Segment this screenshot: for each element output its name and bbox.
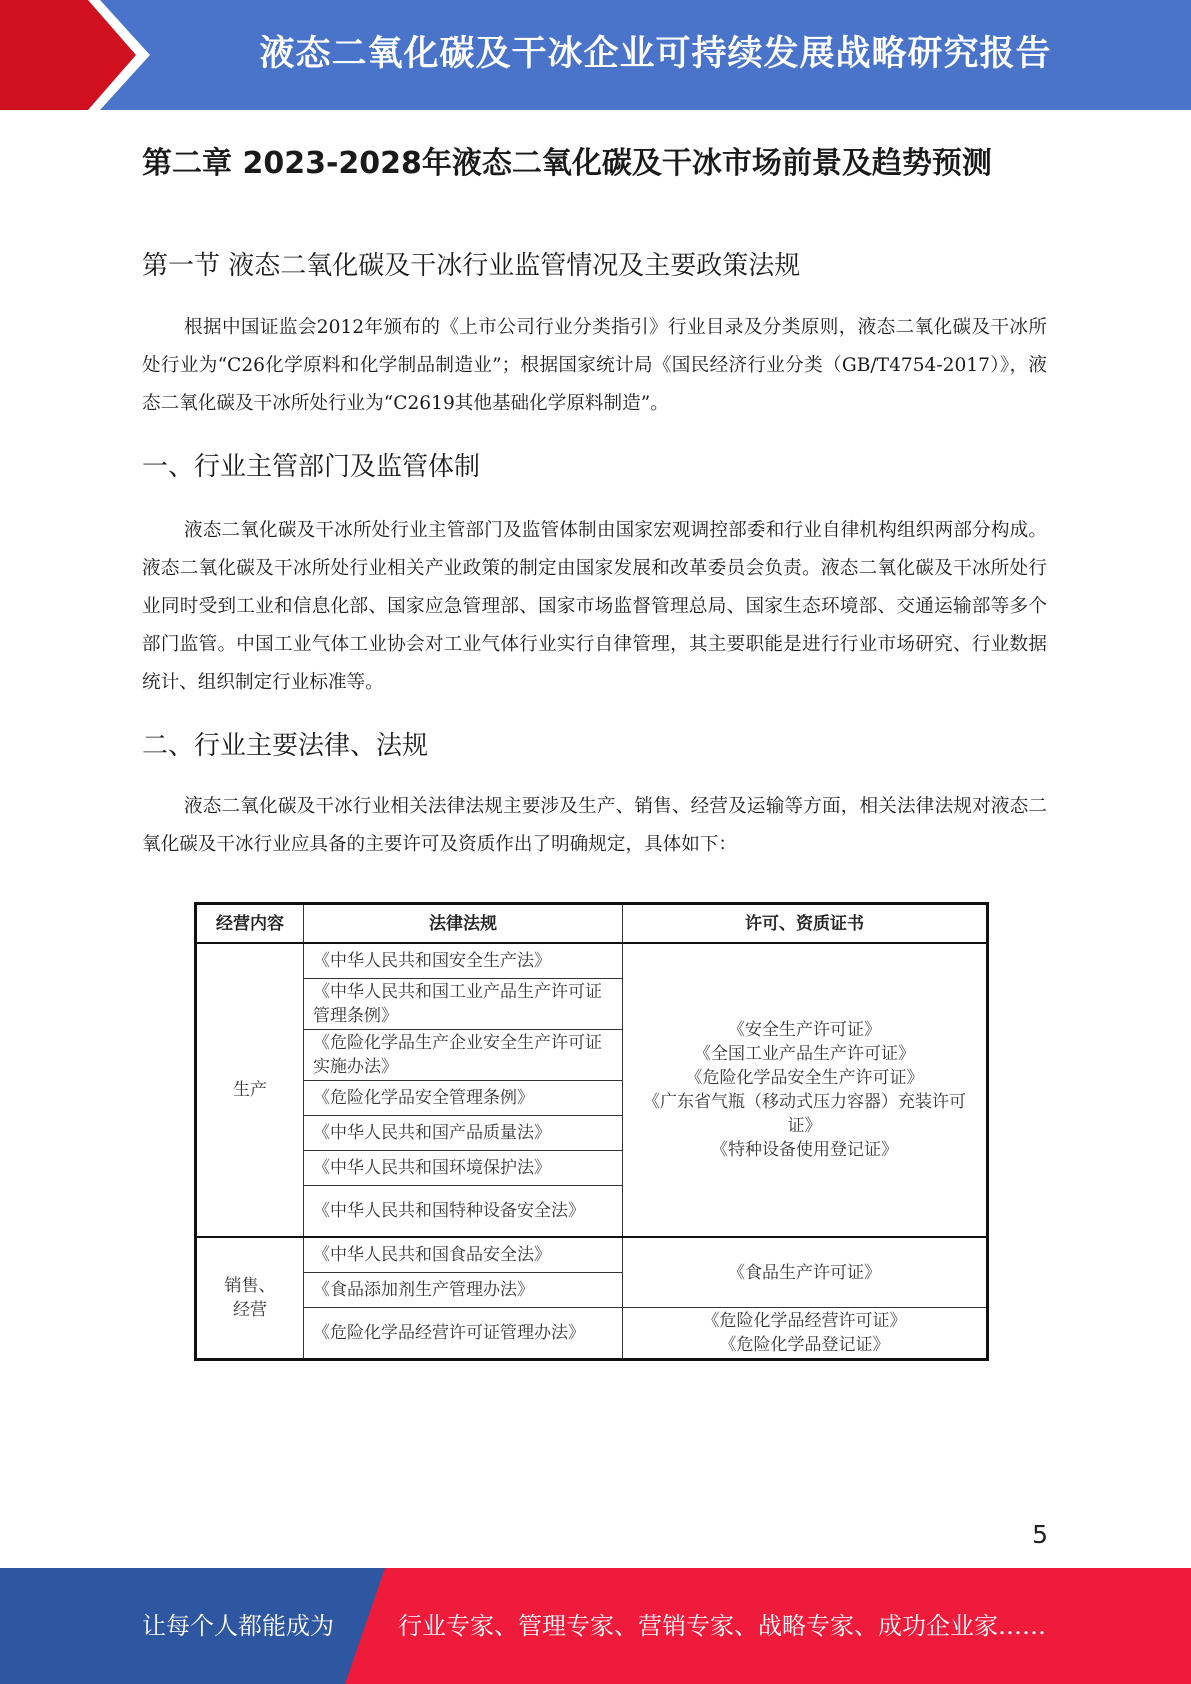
- law-cell: 《危险化学品经营许可证管理办法》: [304, 1308, 623, 1360]
- category-sales: [196, 1237, 304, 1360]
- header-business-scope: 经营内容: [196, 904, 304, 944]
- law-cell: 《中华人民共和国环境保护法》: [304, 1151, 623, 1186]
- report-title: 液态二氧化碳及干冰企业可持续发展战略研究报告: [259, 34, 1052, 74]
- paragraph-regulatory-system: 液态二氧化碳及干冰所处行业主管部门及监管体制由国家宏观调控部委和行业自律机构组织两部分构成。液态二氧化碳及干冰所处行业相关产业政策的制定由国家发展和改革委员会负责。液态二氧化碳及干冰所处行业同时受到工业和信息化部、国家应急管理部、国家市场监督管理总局、国家生态环境部、交通运输部等多个部门监管。中国工业气体工业协会对工业气体行业实行自律管理，其主要职能是进行行业市场研究、行业数据统计、组织制定行业标准等。: [142, 520, 1047, 693]
- section-title: 第一节 液态二氧化碳及干冰行业监管情况及主要政策法规: [142, 251, 801, 281]
- table-row: [196, 1308, 988, 1360]
- paragraph-laws-intro: 液态二氧化碳及干冰行业相关法律法规主要涉及生产、销售、经营及运输等方面，相关法律法规对液态二氧化碳及干冰行业应具备的主要许可及资质作出了明确规定，具体如下：: [142, 796, 1047, 855]
- header-licenses: 许可、资质证书: [623, 904, 988, 944]
- license-item: 《特种设备使用登记证》: [711, 1140, 898, 1160]
- paragraph-industry-classification: 根据中国证监会2012年颁布的《上市公司行业分类指引》行业目录及分类原则，液态二氧化碳及干冰所处行业为“C26化学原料和化学制品制造业”；根据国家统计局《国民经济行业分类（GB/T4754-2017）》，液态二氧化碳及干冰所处行业为“C2619其他基础化学原料制造”。: [142, 317, 1047, 414]
- table-row: [196, 1237, 988, 1273]
- footer-slogan-left: 让每个人都能成为: [142, 1612, 334, 1640]
- license-item: 《食品生产许可证》: [728, 1262, 881, 1283]
- table-row: [196, 943, 988, 979]
- law-cell: 《中华人民共和国产品质量法》: [304, 1116, 623, 1151]
- category-sales-line1: 销售、: [224, 1276, 276, 1296]
- hazardous-license-cell: [623, 1308, 988, 1360]
- chapter-title: 第二章 2023-2028年液态二氧化碳及干冰市场前景及趋势预测: [142, 146, 992, 181]
- license-item: 《安全生产许可证》: [728, 1020, 881, 1040]
- header-laws: 法律法规: [304, 904, 623, 944]
- page-number: 5: [1032, 1520, 1048, 1549]
- law-cell: 《中华人民共和国工业产品生产许可证管理条例》: [304, 979, 623, 1030]
- subheading-laws-regulations: 二、行业主要法律、法规: [142, 731, 429, 761]
- law-cell: 《中华人民共和国特种设备安全法》: [304, 1186, 623, 1238]
- food-license-cell: [623, 1237, 988, 1308]
- category-sales-line2: 经营: [233, 1300, 267, 1320]
- law-cell: 《中华人民共和国安全生产法》: [304, 943, 623, 979]
- license-item: 《全国工业产品生产许可证》: [694, 1044, 915, 1064]
- law-cell: 《中华人民共和国食品安全法》: [304, 1237, 623, 1273]
- law-cell: 《危险化学品生产企业安全生产许可证实施办法》: [304, 1030, 623, 1081]
- laws-table-container: [194, 902, 989, 1361]
- production-licenses-cell: [623, 943, 988, 1237]
- subheading-regulatory-authority: 一、行业主管部门及监管体制: [142, 452, 481, 482]
- laws-licenses-table: [194, 902, 989, 1361]
- license-item: 《危险化学品登记证》: [719, 1335, 890, 1355]
- law-cell: 《食品添加剂生产管理办法》: [304, 1273, 623, 1308]
- page-header: [0, 0, 1191, 110]
- table-header-row: [196, 904, 988, 944]
- license-item: 《危险化学品经营许可证》: [702, 1311, 907, 1331]
- law-cell: 《危险化学品安全管理条例》: [304, 1081, 623, 1116]
- license-item: 《广东省气瓶（移动式压力容器）充装许可证》: [643, 1092, 966, 1136]
- category-production: 生产: [196, 943, 304, 1237]
- footer-slogan-right: 行业专家、管理专家、营销专家、战略专家、成功企业家……: [398, 1612, 1046, 1640]
- page-footer: [0, 1568, 1191, 1684]
- license-item: 《危险化学品安全生产许可证》: [685, 1068, 924, 1088]
